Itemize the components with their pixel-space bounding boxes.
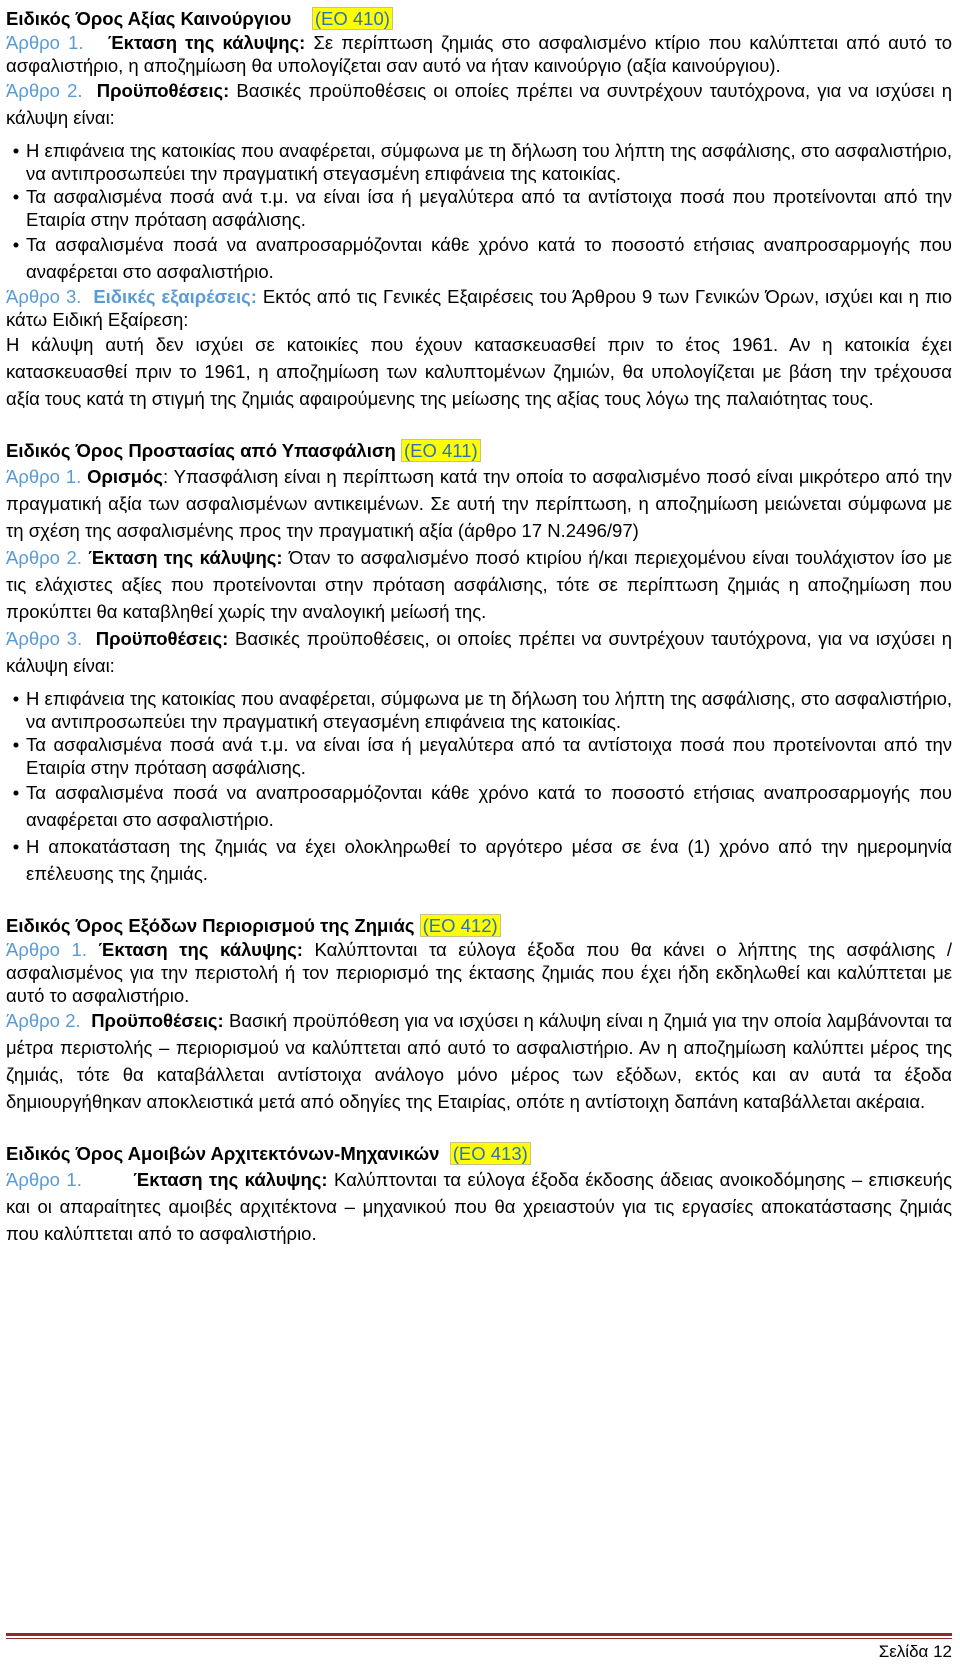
article-text: Βασική προϋπόθεση για να ισχύσει η κάλυψη είναι η ζημιά για την οποία λαμβάνονται τα μέτρα περιστολής – περιορισμού να καλύπτεται από αυτό το ασφαλιστήριο. Αν η αποζημίωση καλύπτει μέρος της ζημιάς, τότε θα καταβάλλεται αντίστοιχα ανάλογο μόνο μέρος των εξόδων, εκτός και αν αυτά τα έξοδα δημιουργήθηκαν αποκλειστικά μετά από οδηγίες της Εταιρίας, οπότε η αντίστοιχη δαπάνη καταβάλλεται ακέραια. xyxy=(6,1010,953,1112)
article-1 xyxy=(6,463,952,544)
bullet-icon: • xyxy=(12,140,20,161)
list-item: • Η επιφάνεια της κατοικίας που αναφέρεται, σύμφωνα με τη δήλωση του λήπτη της ασφάλισης, στο ασφαλιστήριο, να αντιπροσωπεύει την πραγματική στεγασμένη επιφάνεια της κατοικίας. xyxy=(6,687,952,733)
list-item: • Τα ασφαλισμένα ποσά ανά τ.μ. να είναι ίσα ή μεγαλύτερα από τα αντίστοιχα ποσά που προτείνονται από την Εταιρία στην πρόταση ασφάλισης. xyxy=(6,733,952,779)
article-label: Άρθρο 1. xyxy=(6,939,87,960)
article-label: Άρθρο 1. xyxy=(6,466,82,487)
article-heading: Προϋποθέσεις: xyxy=(91,1010,224,1031)
document-page xyxy=(6,6,952,1247)
article-heading: Έκταση της κάλυψης: xyxy=(107,32,306,53)
article-1 xyxy=(6,1166,952,1247)
section-eo-410 xyxy=(6,6,952,412)
article-3 xyxy=(6,625,952,679)
article-label: Άρθρο 2. xyxy=(6,80,83,101)
section-title: Ειδικός Όρος Αμοιβών Αρχιτεκτόνων-Μηχανικών (ΕΟ 413) xyxy=(6,1141,952,1166)
article-text: Βασικές προϋποθέσεις, οι οποίες πρέπει να συντρέχουν ταυτόχρονα, για να ισχύσει η κάλυψη είναι: xyxy=(6,628,953,676)
section-code: (ΕΟ 412) xyxy=(420,914,501,937)
footer-rule-thin xyxy=(6,1638,952,1639)
article-text: Σε περίπτωση ζημιάς στο ασφαλισμένο κτίριο που καλύπτεται από αυτό το ασφαλιστήριο, η αποζημίωση θα υπολογίζεται σαν αυτό να ήταν καινούργιο (αξία καινούργιου). xyxy=(6,32,953,76)
article-text: Βασικές προϋποθέσεις οι οποίες πρέπει να συντρέχουν ταυτόχρονα, για να ισχύσει η κάλυψη είναι: xyxy=(6,80,953,128)
bullet-icon: • xyxy=(12,734,20,755)
section-title: Ειδικός Όρος Εξόδων Περιορισμού της Ζημιάς (ΕΟ 412) xyxy=(6,913,952,938)
list-item: • Η αποκατάσταση της ζημιάς να έχει ολοκληρωθεί το αργότερο μέσα σε ένα (1) χρόνο από την ημερομηνία επέλευσης της ζημιάς. xyxy=(6,833,952,887)
section-code: (ΕΟ 410) xyxy=(312,7,393,30)
list-item: • Τα ασφαλισμένα ποσά ανά τ.μ. να είναι ίσα ή μεγαλύτερα από τα αντίστοιχα ποσά που προτείνονται από την Εταιρία στην πρόταση ασφάλισης. xyxy=(6,185,952,231)
section-eo-413 xyxy=(6,1141,952,1247)
article-heading: Έκταση της κάλυψης: xyxy=(133,1169,328,1190)
article-heading: Έκταση της κάλυψης: xyxy=(88,547,283,568)
article-text: : Υπασφάλιση είναι η περίπτωση κατά την οποία το ασφαλισμένο ποσό είναι μικρότερο από την πραγματική αξία των ασφαλισμένων αντικειμένων. Σε αυτή την περίπτωση, η αποζημίωση μειώνεται σύμφωνα με τη σχέση της ασφαλισμένης προς την πραγματική αξία (άρθρο 17 Ν.2496/97) xyxy=(6,466,953,541)
article-text: Καλύπτονται τα εύλογα έξοδα που θα κάνει ο λήπτης της ασφάλισης / ασφαλισμένος για την περιστολή ή τον περιορισμό της έκτασης ζημιάς που έχει ήδη εκδηλωθεί και καλύπτεται με αυτό το ασφαλιστήριο. xyxy=(6,939,953,1006)
bullet-icon: • xyxy=(12,782,20,803)
article-1 xyxy=(6,938,952,1007)
article-2 xyxy=(6,1007,952,1115)
article-heading: Ορισμός xyxy=(87,466,163,487)
conditions-list xyxy=(6,139,952,285)
article-text: Όταν το ασφαλισμένο ποσό κτιρίου ή/και περιεχομένου είναι τουλάχιστον ίσο με τις ελάχιστες αξίες που προτείνονται στην πρόταση ασφάλισης, τότε σε περίπτωση ζημιάς η αποζημίωση που προκύπτει θα καταβληθεί χωρίς την αναλογική μείωσή της. xyxy=(6,547,953,622)
article-label: Άρθρο 3. xyxy=(6,286,82,307)
bullet-icon: • xyxy=(12,234,20,255)
article-label: Άρθρο 2. xyxy=(6,1010,81,1031)
article-2 xyxy=(6,544,952,625)
article-label: Άρθρο 1. xyxy=(6,1169,82,1190)
article-1 xyxy=(6,31,952,77)
article-heading: Έκταση της κάλυψης: xyxy=(98,939,303,960)
article-2 xyxy=(6,77,952,131)
conditions-list xyxy=(6,687,952,887)
article-heading: Προϋποθέσεις: xyxy=(95,628,229,649)
article-heading: Ειδικές εξαιρέσεις: xyxy=(93,286,257,307)
article-text: Καλύπτονται τα εύλογα έξοδα έκδοσης άδειας ανοικοδόμησης – επισκευής και οι απαραίτητες αμοιβές αρχιτέκτονα – μηχανικού που θα χρειαστούν για τις εργασίες αποκατάστασης ζημιάς που καλύπτεται από το ασφαλιστήριο. xyxy=(6,1169,952,1244)
footer-rule xyxy=(6,1633,952,1636)
list-item: • Η επιφάνεια της κατοικίας που αναφέρεται, σύμφωνα με τη δήλωση του λήπτη της ασφάλισης, στο ασφαλιστήριο, να αντιπροσωπεύει την πραγματική στεγασμένη επιφάνεια της κατοικίας. xyxy=(6,139,952,185)
article-label: Άρθρο 3. xyxy=(6,628,83,649)
bullet-icon: • xyxy=(12,688,20,709)
section-code: (ΕΟ 413) xyxy=(450,1142,531,1165)
article-label: Άρθρο 2. xyxy=(6,547,82,568)
section-code: (ΕΟ 411) xyxy=(401,439,481,462)
section-title: Ειδικός Όρος Προστασίας από Υπασφάλιση (ΕΟ 411) xyxy=(6,438,952,463)
list-item: • Τα ασφαλισμένα ποσά να αναπροσαρμόζονται κάθε χρόνο κατά το ποσοστό ετήσιας αναπροσαρμογής που αναφέρεται στο ασφαλιστήριο. xyxy=(6,779,952,833)
section-eo-412 xyxy=(6,913,952,1115)
page-number: Σελίδα 12 xyxy=(878,1642,952,1661)
bullet-icon: • xyxy=(12,186,20,207)
article-text: Εκτός από τις Γενικές Εξαιρέσεις του Άρθρου 9 των Γενικών Όρων, ισχύει και η πιο κάτω Ειδική Εξαίρεση: xyxy=(6,286,953,330)
list-item: • Τα ασφαλισμένα ποσά να αναπροσαρμόζονται κάθε χρόνο κατά το ποσοστό ετήσιας αναπροσαρμογής που αναφέρεται στο ασφαλιστήριο. xyxy=(6,231,952,285)
section-title: Ειδικός Όρος Αξίας Καινούργιου (ΕΟ 410) xyxy=(6,6,952,31)
section-eo-411 xyxy=(6,438,952,887)
article-3 xyxy=(6,285,952,331)
article-label: Άρθρο 1. xyxy=(6,32,84,53)
article-heading: Προϋποθέσεις: xyxy=(96,80,230,101)
bullet-icon: • xyxy=(12,836,20,857)
exclusion-paragraph: Η κάλυψη αυτή δεν ισχύει σε κατοικίες που έχουν κατασκευασθεί πριν το έτος 1961. Αν η κατοικία έχει κατασκευασθεί πριν το 1961, η αποζημίωση των καλυπτομένων ζημιών, θα υπολογίζεται με βάση την τρέχουσα αξία τους κατά τη στιγμή της ζημιάς αφαιρούμενης της μείωσης της αξίας τους λόγω της παλαιότητας τους. xyxy=(6,334,952,409)
